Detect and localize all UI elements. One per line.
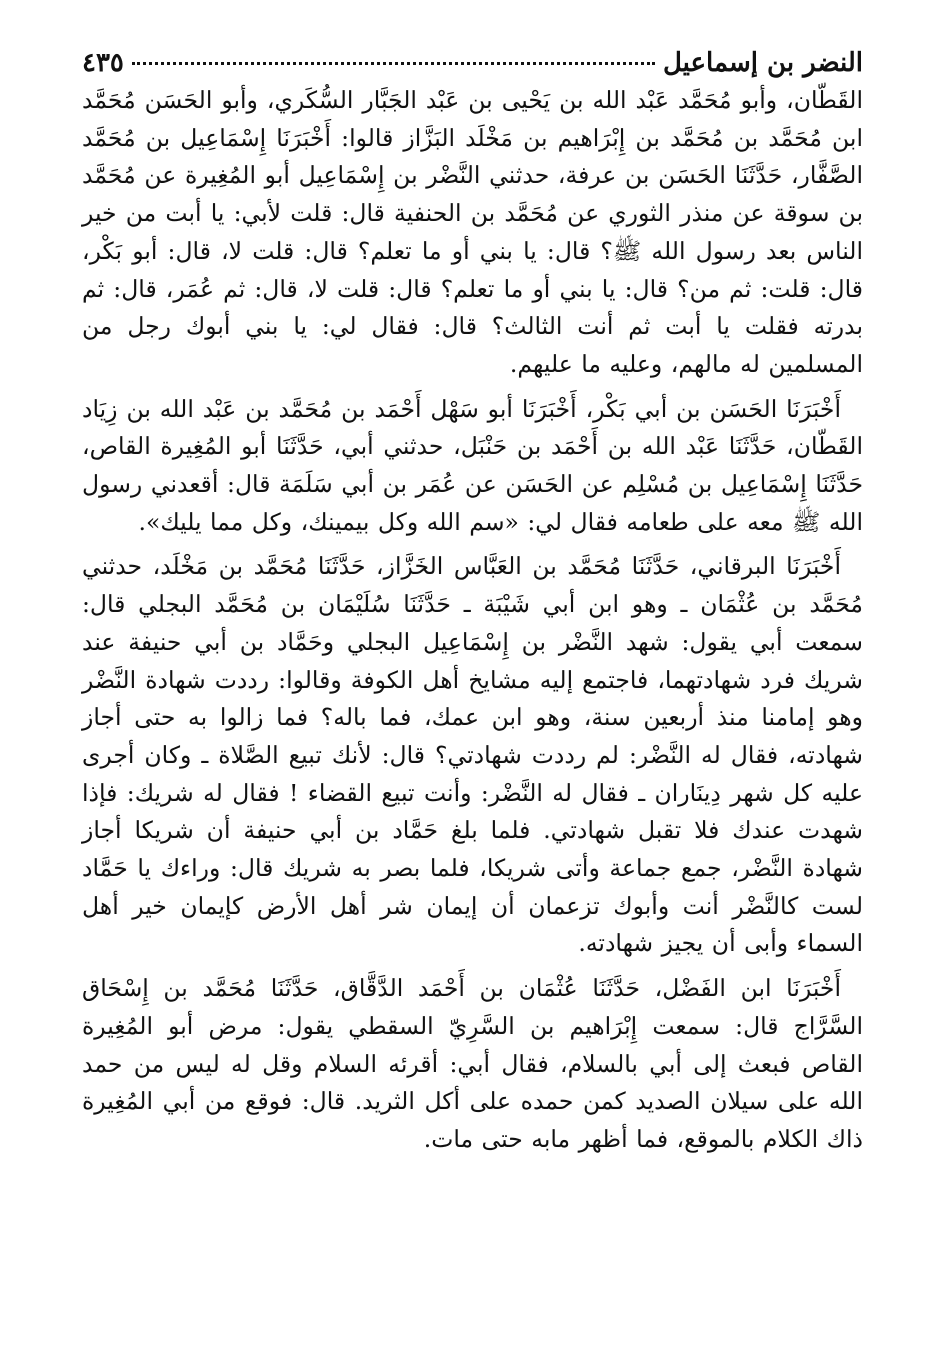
header-dot-leader [132, 62, 655, 65]
body-text [82, 82, 863, 1166]
page-number: ٤٣٥ [82, 48, 124, 78]
paragraph-3: أَخْبَرَنَا البرقاني، حَدَّثَنَا مُحَمَّد بن العَبَّاس الخَزَّاز، حَدَّثَنَا مُحَمَّد بن مَخْلَد، حدثني مُحَمَّد بن عُثْمَان ـ وهو ابن أبي شَيْبَة ـ حَدَّثَنَا سُلَيْمَان بن مُحَمَّد البجلي قال: سمعت أبي يقول: شهد النَّضْر بن إِسْمَاعِيل البجلي وحَمَّاد بن أبي حنيفة عند شريك فرد شهادتهما، فاجتمع إليه مشايخ أهل الكوفة وقالوا: رددت شهادة النَّضْر وهو إمامنا منذ أربعين سنة، وهو ابن عمك، فما باله؟ فما زالوا به حتى أجاز شهادته، فقال له النَّضْر: لم رددت شهادتي؟ قال: لأنك تبيع الصَّلاة ـ وكان أجرى عليه كل شهر دِينَاران ـ فقال له النَّضْر: وأنت تبيع القضاء ! فقال له شريك: فإذا شهدت عندك فلا تقبل شهادتي. فلما بلغ حَمَّاد بن أبي حنيفة أن شريكا أجاز شهادة النَّضْر، جمع جماعة وأتى شريكا، فلما بصر به شريك قال: وراءك يا حَمَّاد لست كالنَّضْر أنت وأبوك تزعمان أن إيمان شر أهل الأرض كإيمان خير أهل السماء وأبى أن يجيز شهادته. [82, 552, 863, 958]
paragraph-2: أَخْبَرَنَا الحَسَن بن أبي بَكْر، أَخْبَرَنَا أبو سَهْل أَحْمَد بن مُحَمَّد بن عَبْد الله بن زِيَاد القَطّان، حَدَّثَنَا عَبْد الله بن أَحْمَد بن حَنْبَل، حدثني أبي، حَدَّثَنَا أبو المُغِيرة القاص، حَدَّثَنَا إِسْمَاعِيل بن مُسْلِم عن الحَسَن عن عُمَر بن أبي سَلَمَة قال: أقعدني رسول الله ﷺ معه على طعامه فقال لي: «سم الله وكل بيمينك، وكل مما يليك». [82, 394, 863, 536]
paragraph-4: أَخْبَرَنَا ابن الفَضْل، حَدَّثَنَا عُثْمَان بن أَحْمَد الدَّقَّاق، حَدَّثَنَا مُحَمَّد بن إِسْحَاق السَّرَّاج قال: سمعت إِبْرَاهيم بن السَّرِيّ السقطي يقول: مرض أبو المُغِيرة القاص فبعث إلى أبي بالسلام، فقال أبي: أقرئه السلام وقل له ليس من حمد الله على سيلان الصديد كمن حمده على أكل الثريد. قال: فوقع من أبي المُغِيرة ذاك الكلام بالموقع، فما أظهر مابه حتى مات. [82, 974, 863, 1153]
paragraph-1: القَطّان، وأبو مُحَمَّد عَبْد الله بن يَحْيى بن عَبْد الجَبَّار السُّكَري، وأبو الحَسَن مُحَمَّد ابن مُحَمَّد بن مُحَمَّد بن إِبْرَاهيم بن مَخْلَد البَزَّاز قالوا: أَخْبَرَنَا إِسْمَاعِيل بن مُحَمَّد الصَّفَّار، حَدَّثَنَا الحَسَن بن عرفة، حدثني النَّضْر بن إِسْمَاعِيل أبو المُغِيرة عن مُحَمَّد بن سوقة عن منذر الثوري عن مُحَمَّد بن الحنفية قال: قلت لأبي: يا أبت من خير الناس بعد رسول الله ﷺ؟ قال: يا بني أو ما تعلم؟ قال: قلت لا، قال: أبو بَكْر، قال: قلت: ثم من؟ قال: يا بني أو ما تعلم؟ قال: قلت لا، قال: ثم عُمَر، قال: ثم بدرته فقلت يا أبت ثم أنت الثالث؟ قال: فقال لي: يا بني أبوك رجل من المسلمين له مالهم، وعليه ما عليهم. [82, 86, 863, 378]
header-title: النضر بن إسماعيل [662, 48, 863, 78]
running-header [82, 34, 863, 78]
